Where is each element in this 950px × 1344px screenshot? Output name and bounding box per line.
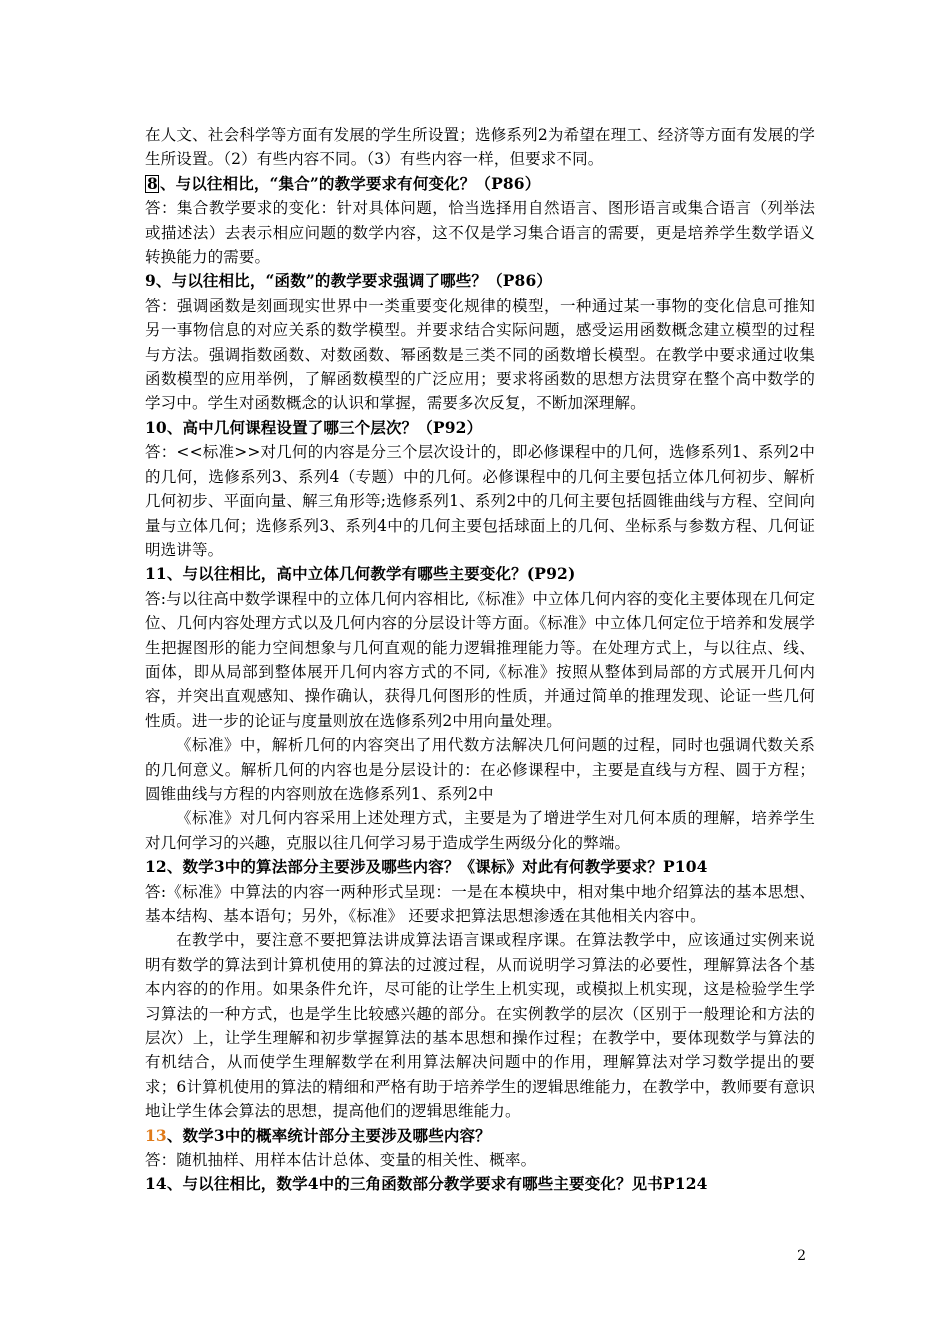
answer-paragraph: 答：强调函数是刻画现实世界中一类重要变化规律的模型，一种通过某一事物的变化信息可推知另一事物信息的对应关系的数学模型。并要求结合实际问题，感受运用函数概念建立模型的过程与方法。强调指数函数、对数函数、幂函数是三类不同的函数增长模型。在教学中要求通过收集函数模型的应用举例，了解函数模型的广泛应用；要求将函数的思想方法贯穿在整个高中数学的学习中。学生对函数概念的认识和掌握，需要多次反复，不断加深理解。 (145, 296, 815, 413)
answer-paragraph: 答：<<标准>>对几何的内容是分三个层次设计的，即必修课程中的几何，选修系列1、系列2中的几何，选修系列3、系列4（专题）中的几何。必修课程中的几何主要包括立体几何初步、解析几何初步、平面向量、解三角形等;选修系列1、系列2中的几何主要包括圆锥曲线与方程、空间向量与立体几何；选修系列3、系列4中的几何主要包括球面上的几何、坐标系与参数方程、几何证明选讲等。 (145, 443, 815, 559)
question-number-highlighted: 13 (145, 1125, 167, 1145)
question-heading-14: 14、与以往相比，数学4中的三角函数部分教学要求有哪些主要变化？见书P124 (145, 1174, 708, 1194)
page-number: 2 (797, 1248, 806, 1264)
question-heading-8 (145, 172, 815, 196)
answer-paragraph: 答:《标准》中算法的内容一两种形式呈现：一是在本模块中，相对集中地介绍算法的基本思想、基本结构、基本语句；另外，《标准》 还要求把算法思想渗透在其他相关内容中。 (145, 882, 815, 925)
question-heading-13 (145, 1124, 815, 1148)
indented-paragraph: 《标准》中，解析几何的内容突出了用代数方法解决几何问题的过程，同时也强调代数关系的几何意义。解析几何的内容也是分层设计的：在必修课程中，主要是直线与方程、圆于方程；圆锥曲线与方程的内容则放在选修系列1、系列2中 (145, 736, 815, 803)
answer-paragraph: 答:与以往高中数学课程中的立体几何内容相比,《标准》中立体几何内容的变化主要体现在几何定位、几何内容处理方式以及几何内容的分层设计等方面。《标准》中立体几何定位于培养和发展学生把握图形的能力空间想象与几何直观的能力逻辑推理能力等。在处理方式上，与以往点、线、面体，即从局部到整体展开几何内容方式的不同,《标准》按照从整体到局部的方式展开几何内容，并突出直观感知、操作确认，获得几何图形的性质，并通过简单的推理发现、论证一些几何性质。进一步的论证与度量则放在选修系列2中用向量处理。 (145, 589, 815, 730)
question-text: 、与以往相比，“集合”的教学要求有何变化？（P86） (159, 173, 541, 193)
document-body (145, 123, 815, 1197)
question-heading-10: 10、高中几何课程设置了哪三个层次？（P92） (145, 417, 483, 437)
indented-paragraph: 《标准》对几何内容采用上述处理方式，主要是为了增进学生对几何本质的理解，培养学生对几何学习的兴趣，克服以往几何学习易于造成学生两级分化的弊端。 (145, 809, 815, 852)
question-heading-9: 9、与以往相比，“函数”的教学要求强调了哪些？（P86） (145, 271, 553, 291)
answer-paragraph: 在人文、社会科学等方面有发展的学生所设置；选修系列2为希望在理工、经济等方面有发展的学生所设置。（2）有些内容不同。（3）有些内容一样，但要求不同。 (145, 126, 815, 169)
question-text: 、数学3中的概率统计部分主要涉及哪些内容？ (166, 1125, 491, 1145)
answer-paragraph: 答：随机抽样、用样本估计总体、变量的相关性、概率。 (145, 1151, 537, 1170)
indented-paragraph: 在教学中，要注意不要把算法讲成算法语言课或程序课。在算法教学中，应该通过实例来说明有数学的算法到计算机使用的算法的过渡过程，从而说明学习算法的必要性，理解算法各个基本内容的的作用。如果条件允许，尽可能的让学生上机实现，或模拟上机实现，这是检验学生学习算法的一种方式，也是学生比较感兴趣的部分。在实例教学的层次（区别于一般理论和方法的层次）上，让学生理解和初步掌握算法的基本思想和操作过程；在教学中，要体现数学与算法的有机结合，从而使学生理解数学在利用算法解决问题中的作用，理解算法对学习数学提出的要求；6计算机使用的算法的精细和严格有助于培养学生的逻辑思维能力，在教学中，教师要有意识地让学生体会算法的思想，提高他们的逻辑思维能力。 (145, 931, 815, 1121)
answer-paragraph: 答：集合教学要求的变化：针对具体问题，恰当选择用自然语言、图形语言或集合语言（列举法或描述法）去表示相应问题的数学内容，这不仅是学习集合语言的需要，更是培养学生数学语义转换能力的需要。 (145, 199, 815, 267)
question-heading-12: 12、数学3中的算法部分主要涉及哪些内容？《课标》对此有何教学要求？P104 (145, 857, 708, 877)
text-cursor-marker: 8 (147, 173, 158, 193)
question-heading-11: 11、与以往相比，高中立体几何教学有哪些主要变化？(P92) (145, 564, 576, 584)
